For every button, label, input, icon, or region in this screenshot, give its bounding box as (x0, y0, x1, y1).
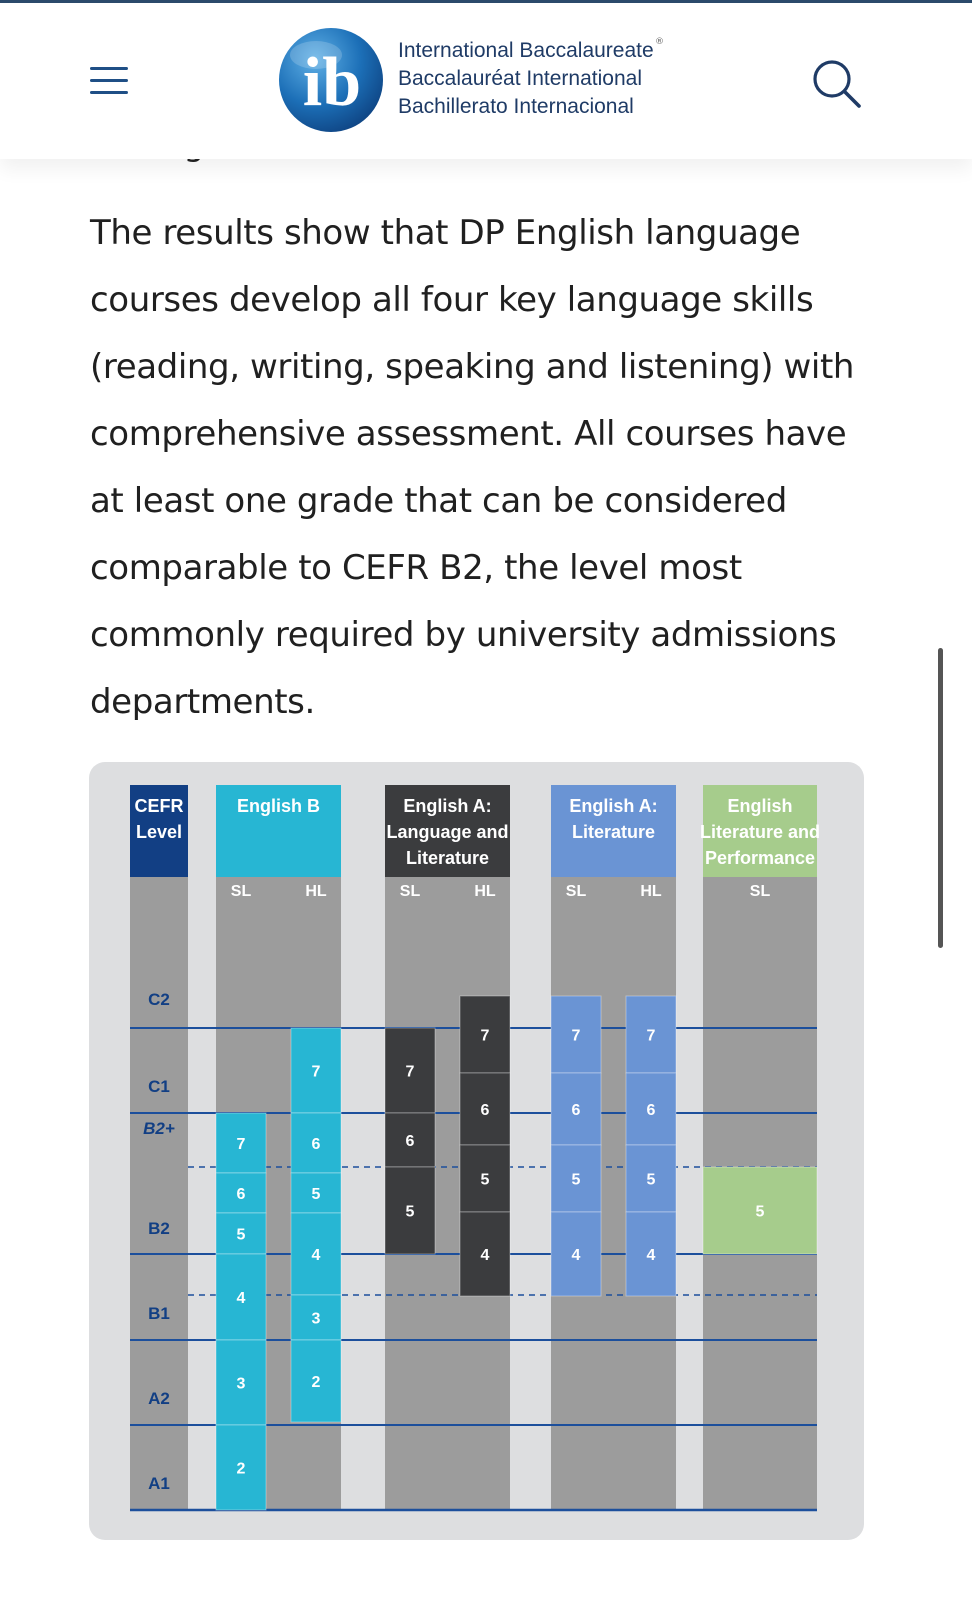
ib-wordmark[interactable] (398, 37, 654, 121)
grade-label: 4 (480, 1247, 490, 1264)
course-header-label: Performance (704, 848, 816, 868)
level-label: HL (305, 883, 327, 900)
paragraph-line: commonly required by university admissions (90, 615, 837, 655)
grade-label: 7 (405, 1063, 415, 1081)
logo-line-es: Bachillerato Internacional (398, 95, 634, 118)
cefr-level-label: A2 (148, 1389, 170, 1408)
cefr-column (130, 877, 188, 1510)
grade-label: 6 (405, 1133, 415, 1150)
course-header-label: Literature and (699, 822, 821, 842)
cefr-level-label: B1 (148, 1304, 170, 1323)
course-header-label: English (727, 796, 793, 816)
paragraph-line: comprehensive assessment. All courses have (90, 414, 847, 454)
paragraph-line: departments. (90, 682, 315, 722)
cefr-level-label: B2 (148, 1219, 170, 1238)
course-header-label: Language and (386, 822, 509, 842)
grade-label: 6 (236, 1186, 246, 1203)
grade-label: 6 (646, 1102, 656, 1119)
grade-label: 2 (236, 1460, 246, 1478)
level-label: SL (565, 883, 587, 900)
logo-line-en: International Baccalaureate (398, 39, 654, 62)
grade-label: 4 (236, 1290, 246, 1307)
ib-logo[interactable] (276, 25, 386, 135)
course-header-label: English A: (569, 796, 658, 816)
course-header-label: English B (236, 796, 321, 816)
paragraph-line: at least one grade that can be considered (90, 481, 787, 521)
level-label: SL (749, 883, 771, 900)
grade-label: 5 (236, 1226, 246, 1244)
paragraph-line: comparable to CEFR B2, the level most (90, 548, 742, 588)
logo-line-fr: Baccalauréat International (398, 67, 642, 90)
registered-mark: ® (655, 37, 664, 47)
search-icon[interactable] (806, 53, 866, 113)
hamburger-menu-icon[interactable] (86, 61, 132, 99)
cefr-level-label: A1 (148, 1474, 170, 1493)
cefr-header-label: CEFR (134, 796, 184, 816)
grade-label: 2 (311, 1374, 321, 1391)
paragraph-line: (reading, writing, speaking and listening) with (90, 347, 855, 387)
cefr-level-label: C1 (148, 1077, 170, 1096)
level-label: SL (230, 883, 252, 900)
grade-label: 5 (480, 1171, 490, 1189)
level-label: HL (640, 883, 662, 900)
paragraph-line: courses develop all four key language skills (90, 280, 814, 320)
cefr-level-label: B2+ (143, 1119, 175, 1138)
grade-label: 7 (236, 1136, 246, 1153)
grade-label: 7 (480, 1027, 490, 1045)
cefr-level-label: C2 (148, 990, 170, 1009)
grade-label: 3 (311, 1310, 321, 1328)
grade-label: 3 (236, 1375, 246, 1393)
grade-label: 7 (571, 1027, 581, 1045)
grade-label: 7 (646, 1027, 656, 1045)
grade-label: 6 (480, 1102, 490, 1119)
grade-label: 6 (571, 1102, 581, 1119)
grade-label: 7 (311, 1063, 321, 1081)
grade-label: 5 (311, 1186, 321, 1203)
grade-label: 5 (755, 1203, 765, 1221)
ib-logo-mark: ib (302, 44, 362, 121)
cefr-header-label: Level (135, 822, 183, 842)
level-label: HL (474, 883, 496, 900)
course-header-label: Literature (571, 822, 656, 842)
grade-label: 5 (571, 1171, 581, 1189)
grade-label: 4 (311, 1247, 321, 1264)
page-scrollbar[interactable] (938, 648, 943, 948)
cefr-comparison-chart (89, 762, 864, 1540)
grade-label: 4 (646, 1247, 656, 1264)
course-header-label: English A: (403, 796, 492, 816)
grade-label: 5 (646, 1171, 656, 1189)
article-paragraph (90, 200, 890, 736)
paragraph-line: The results show that DP English language (90, 213, 801, 253)
grade-label: 6 (311, 1136, 321, 1153)
course-header-label: Literature (405, 848, 490, 868)
grade-label: 5 (405, 1203, 415, 1221)
grade-label: 4 (571, 1247, 581, 1264)
site-header (0, 0, 972, 159)
cefr-comparison-chart-card (89, 762, 864, 1540)
level-label: SL (399, 883, 421, 900)
